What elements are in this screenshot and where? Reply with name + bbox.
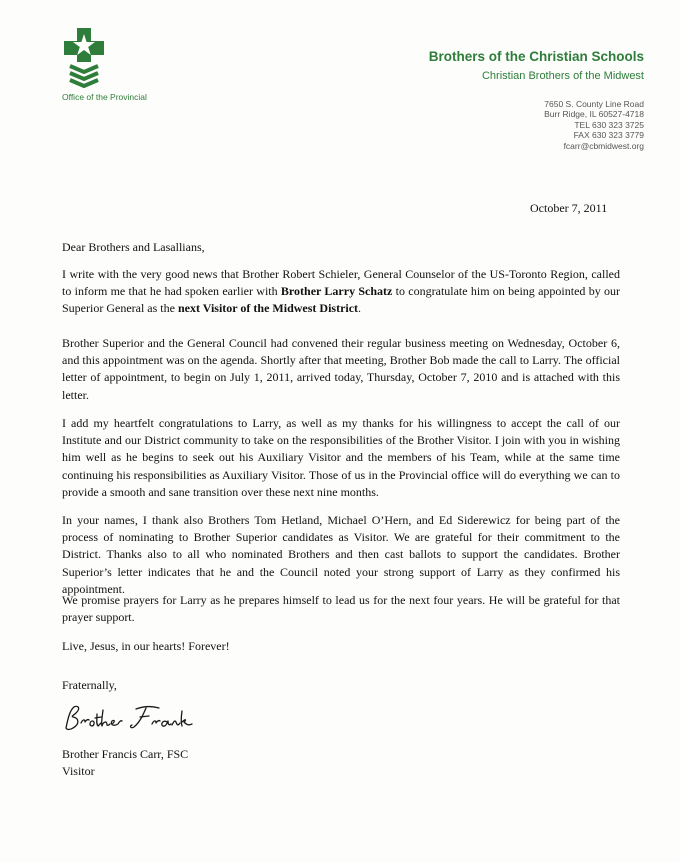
signer-title: Visitor bbox=[62, 764, 95, 778]
star-cross-chevron-icon bbox=[64, 28, 104, 88]
paragraph-1 bbox=[62, 266, 620, 318]
paragraph-1-bold-name: Brother Larry Schatz bbox=[280, 284, 393, 299]
contact-address bbox=[544, 99, 644, 151]
paragraph-1-text-e: . bbox=[358, 301, 362, 316]
office-label: Office of the Provincial bbox=[62, 92, 147, 102]
address-street: 7650 S. County Line Road bbox=[544, 99, 644, 109]
paragraph-4: In your names, I thank also Brothers Tom Hetland, Michael O’Hern, and Ed Siderewicz for being part of the process of nominating to Brother Superior candidates as Visitor. We are grateful for their commitment to the District. Thanks also to all who nominated Brothers and then cast ballots to support the candidates. Brother Superior’s letter indicates that he and the Council noted your strong support of Larry as they confirmed his appointment. bbox=[62, 513, 620, 596]
paragraph-1-text-c: to congratulate him on being appointed by our Superior General as the bbox=[62, 284, 620, 316]
handwritten-signature bbox=[60, 700, 195, 736]
signer-name: Brother Francis Carr, FSC bbox=[62, 747, 189, 761]
letter-date: October 7, 2011 bbox=[530, 201, 608, 215]
salutation: Dear Brothers and Lasallians, bbox=[62, 240, 205, 254]
paragraph-3: I add my heartfelt congratulations to Larry, as well as my thanks for his willingness to accept the call of our Institute and our District community to take on the responsibilities of the Brother Visitor. I join with you in wishing him well as he begins to seek out his Auxiliary Visitor and the members of his Team, while at the same time continuing his responsibilities as Auxiliary Visitor. Those of us in the Provincial office will do everything we can to provide a smooth and sane transition over these next nine months. bbox=[62, 416, 620, 499]
address-email: fcarr@cbmidwest.org bbox=[563, 140, 644, 151]
exclamation-line: Live, Jesus, in our hearts! Forever! bbox=[62, 639, 230, 653]
org-name: Brothers of the Christian Schools bbox=[428, 49, 644, 64]
address-city: Burr Ridge, IL 60527-4718 bbox=[544, 109, 644, 120]
paragraph-1-bold-role: next Visitor of the Midwest District bbox=[177, 301, 359, 316]
address-phone: TEL 630 323 3725 bbox=[574, 119, 644, 130]
paragraph-2: Brother Superior and the General Council had convened their regular business meeting on Wednesday, October 6, and this appointment was on the agenda. Shortly after that meeting, Brother Bob made the call to Larry. The official letter of appointment, to begin on July 1, 2011, arrived today, Thursday, October 7, 2010 and is attached with this letter. bbox=[62, 336, 620, 402]
org-subtitle: Christian Brothers of the Midwest bbox=[481, 70, 644, 82]
paragraph-1-text-a: I write with the very good news that Brother Robert Schieler, General Counselor of the US-Toronto Region, called to inform me that he had spoken earlier with bbox=[62, 267, 620, 299]
closing-line: Fraternally, bbox=[62, 678, 117, 692]
address-fax: FAX 630 323 3779 bbox=[573, 130, 644, 141]
paragraph-5: We promise prayers for Larry as he prepares himself to lead us for the next four years. He will be grateful for that prayer support. bbox=[62, 593, 620, 625]
